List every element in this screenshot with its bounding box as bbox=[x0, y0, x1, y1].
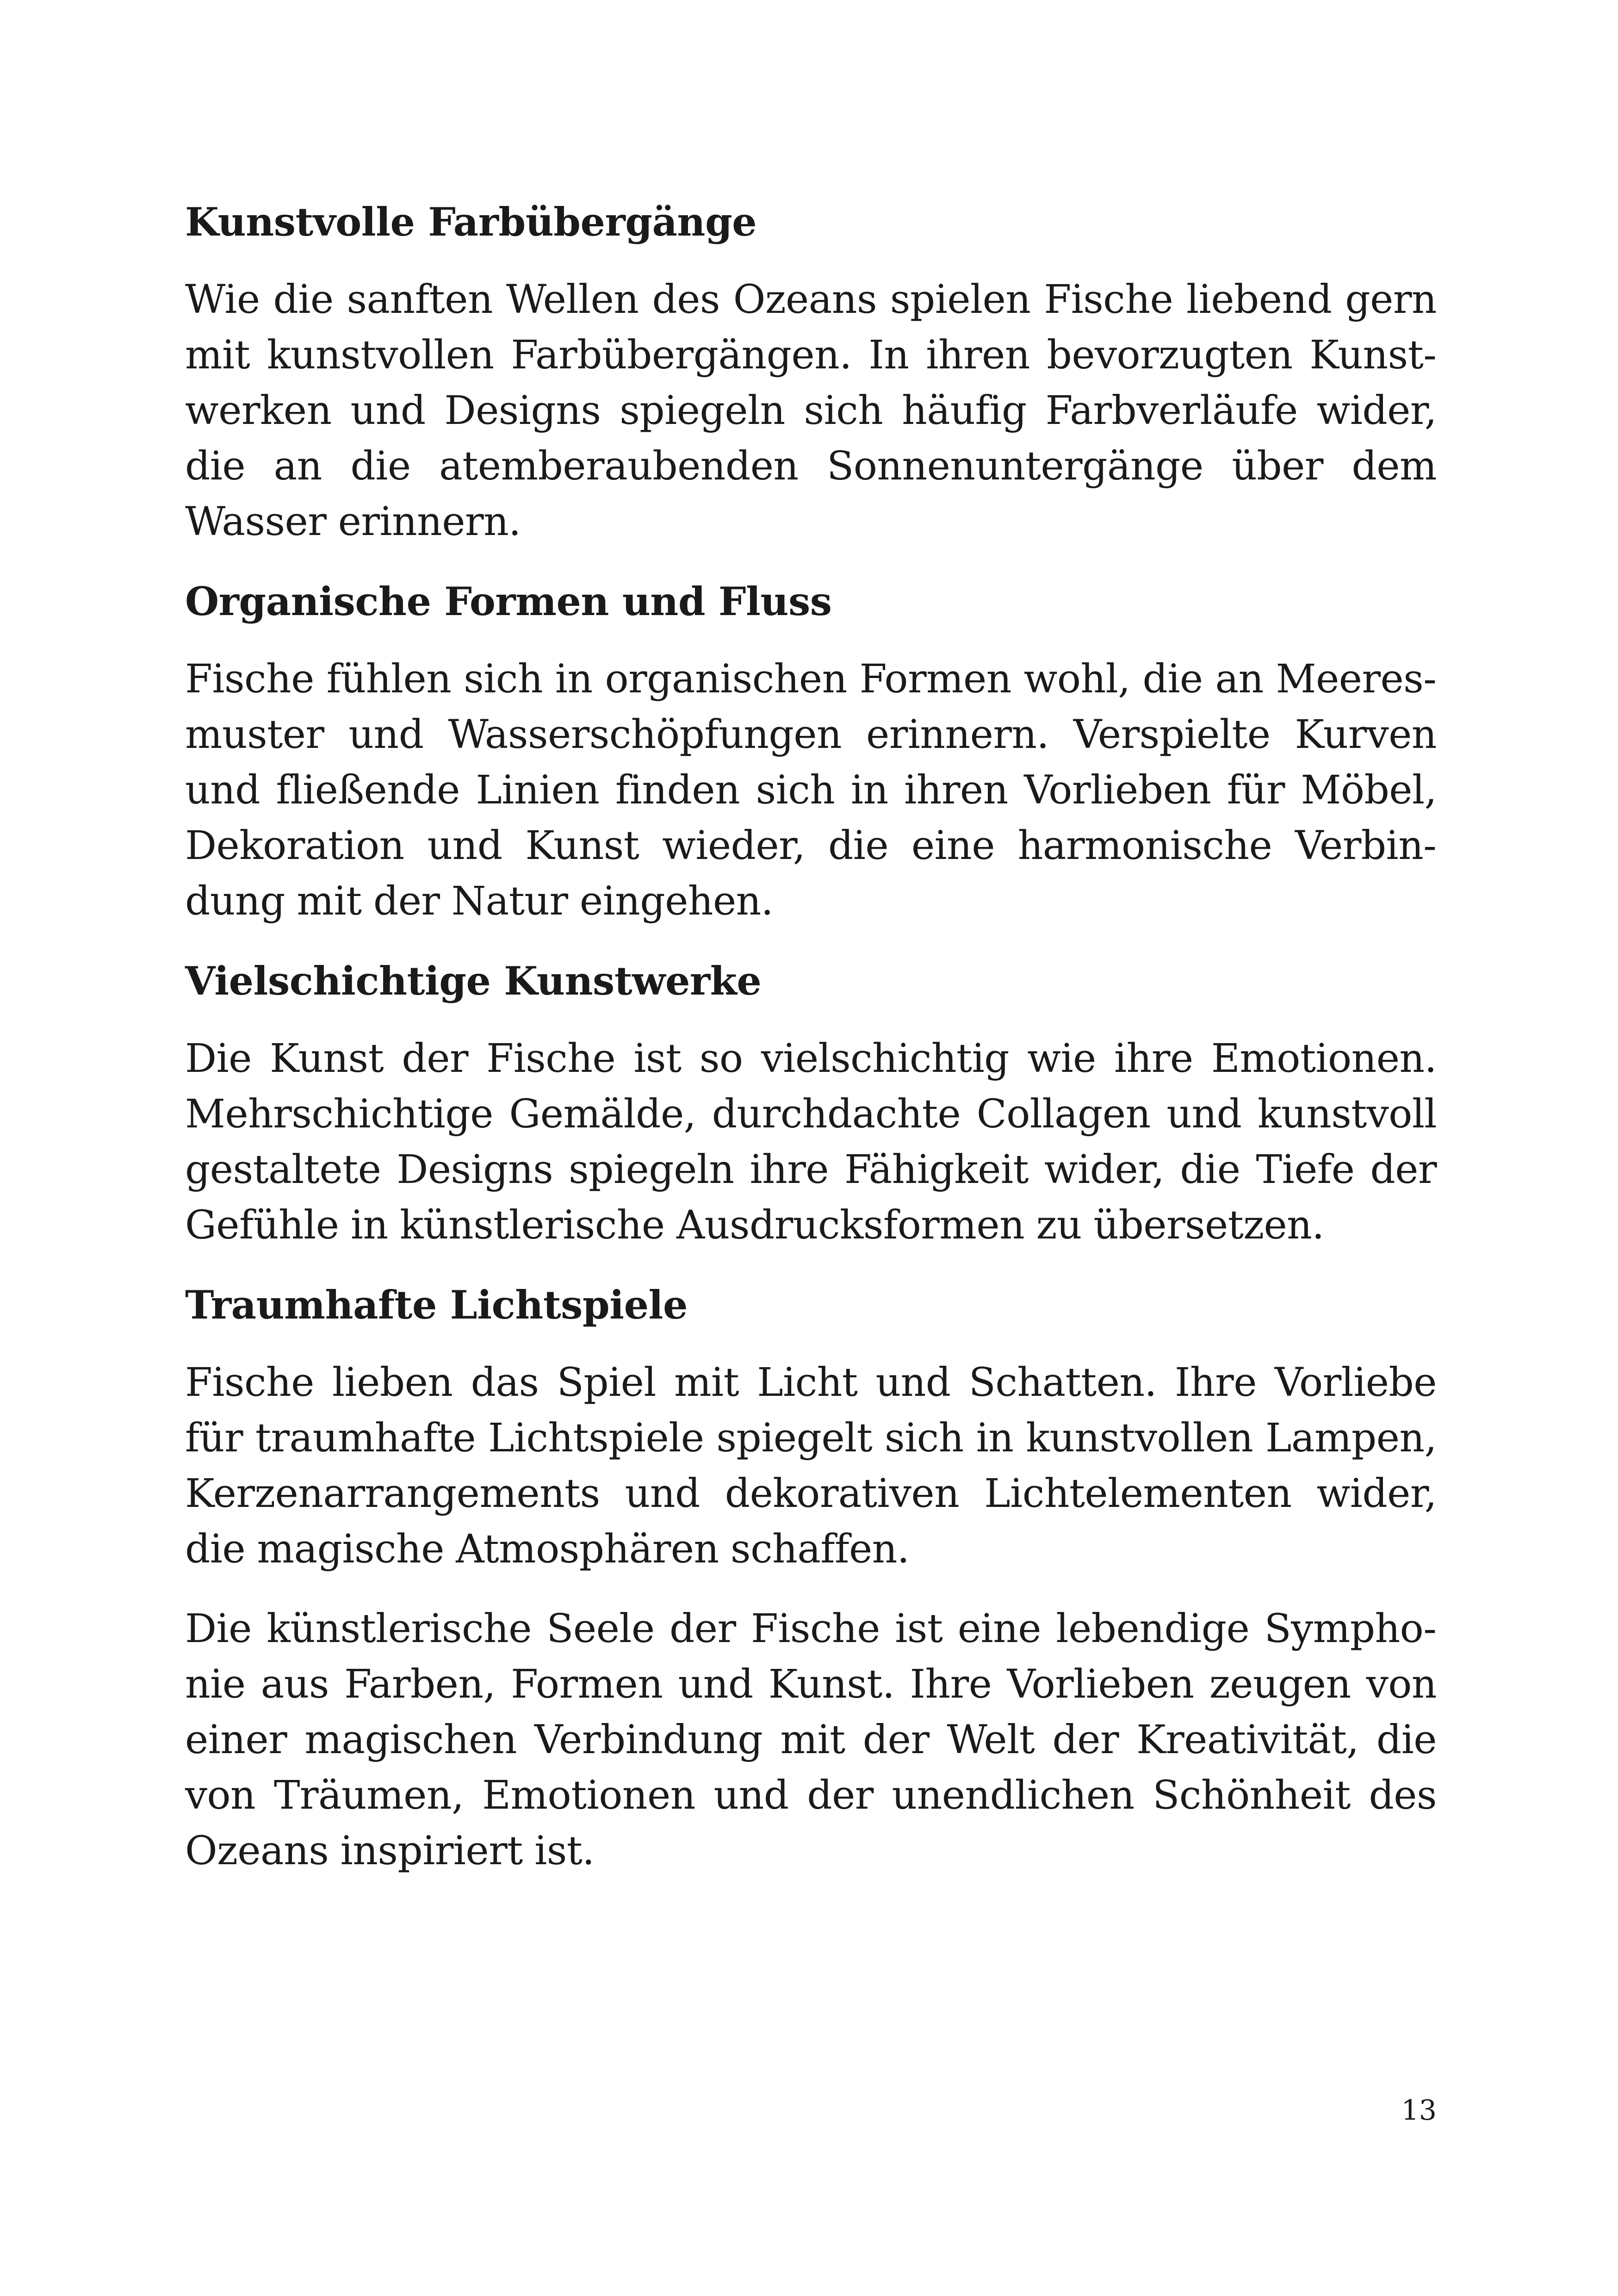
page-content bbox=[185, 194, 1437, 1903]
section-heading: Organische Formen und Fluss bbox=[185, 579, 832, 624]
section-paragraph: Wie die sanften Wellen des Ozeans spielen Fische liebend gern mit kunstvollen Farbübergängen. In ihren bevorzugten Kunstwerken und Designs spiegeln sich häufig Farbverläufe wider, die an die atemberaubenden Sonnenuntergänge über dem Wasser erinnern. bbox=[185, 277, 1437, 545]
section-paragraph: Fische lieben das Spiel mit Licht und Schatten. Ihre Vorliebe für traumhafte Lichtspiele spiegelt sich in kunstvollen Lampen, Kerzenarrangements und dekorativen Lichtelementen wider, die magische Atmosphären schaffen. bbox=[185, 1360, 1437, 1572]
section-heading: Kunstvolle Farbübergänge bbox=[185, 199, 757, 245]
section-heading: Traumhafte Lichtspiele bbox=[185, 1282, 688, 1328]
section-heading: Vielschichtige Kunstwerke bbox=[185, 958, 762, 1004]
section-paragraph: Die Kunst der Fische ist so vielschichtig wie ihre Emotionen. Mehrschichtige Gemälde, durchdachte Collagen und kunstvoll gestaltete Designs spiegeln ihre Fähigkeit wider, die Tiefe der Gefühle in künstlerische Ausdrucksformen zu übersetzen. bbox=[185, 1036, 1437, 1248]
closing-paragraph: Die künstlerische Seele der Fische ist eine lebendige Symphonie aus Farben, Formen und Kunst. Ihre Vorlieben zeugen von einer magischen Verbindung mit der Welt der Kreativität, die von Träumen, Emotionen und der unendlichen Schönheit des Ozeans inspiriert ist. bbox=[185, 1606, 1437, 1874]
section-paragraph: Fische fühlen sich in organischen Formen wohl, die an Meeresmuster und Wasserschöpfungen erinnern. Verspielte Kurven und fließende Linien finden sich in ihren Vorlieben für Möbel, Dekoration und Kunst wieder, die eine harmonische Verbindung mit der Natur eingehen. bbox=[185, 656, 1437, 924]
page-number: 13 bbox=[1401, 2094, 1437, 2127]
